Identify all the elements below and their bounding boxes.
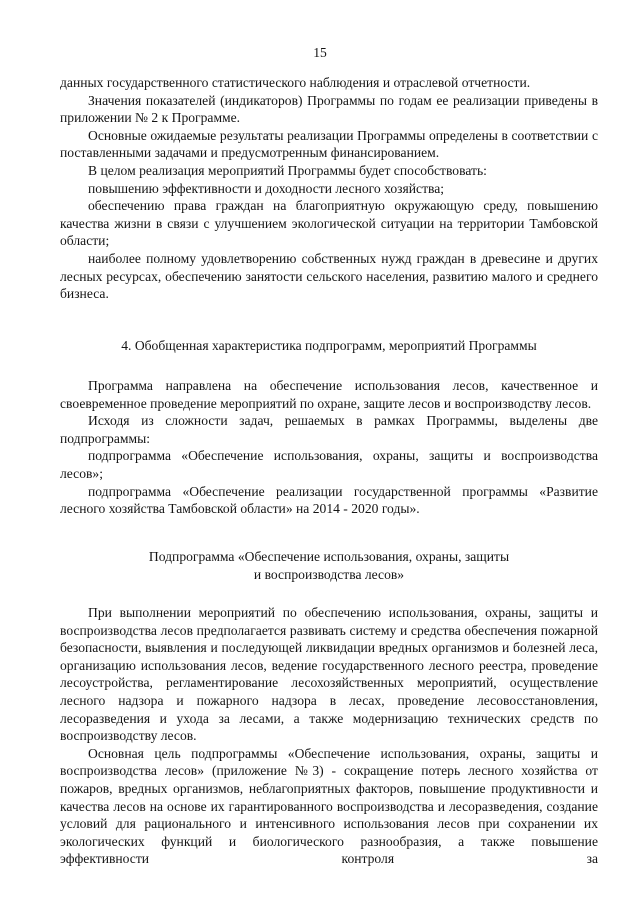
subprogram-title-line: Подпрограмма «Обеспечение использования, охраны, защиты — [148, 549, 510, 564]
paragraph: подпрограмма «Обеспечение реализации государственной программы «Развитие лесного хозяйства Тамбовской области» на 2014 - 2020 годы». — [60, 483, 598, 517]
paragraph: При выполнении мероприятий по обеспечению использования, охраны, защиты и воспроизводства лесов предполагается развивать систему и средства обеспечения пожарной безопасности, выявления и последующей ликвидации вредных организмов и болезней леса, организацию использования лесов, ведение государственного лесного реестра, проведение лесоустройства, регламентирование лесохозяйственных мероприятий, осуществление лесного надзора и пожарного надзора в лесах, проведение лесовосстановления, лесоразведения и ухода за лесами, а также модернизацию технических средств по воспроизводству лесов. — [60, 605, 598, 744]
paragraph: Основные ожидаемые результаты реализации Программы определены в соответствии с поставленными задачами и предусмотренным финансированием. — [60, 127, 598, 161]
subprogram-title-line: и воспроизводства лесов» — [253, 566, 405, 582]
paragraph: Основная цель подпрограммы «Обеспечение использования, охраны, защиты и воспроизводства лесов» (приложение №3) - сокращение потерь лесного хозяйства от пожаров, вредных организмов, неблагоприятных факторов, повышение продуктивности и качества лесов на основе их гарантированного воспроизводства и лесоразведения, создание условий для рационального и интенсивного использования лесов при сохранении их экологических функций и биологического разнообразия, а также повышение эффективности контроля за — [60, 745, 598, 867]
page-number: 15 — [313, 45, 327, 60]
paragraph: наиболее полному удовлетворению собственных нужд граждан в древесине и других лесных ресурсах, обеспечению занятости сельского населения, развитию малого и среднего бизнеса. — [60, 250, 598, 302]
section-text — [60, 377, 598, 518]
intro-text — [60, 74, 598, 303]
subprogram-text — [60, 604, 598, 868]
paragraph: повышению эффективности и доходности лесного хозяйства; — [88, 180, 445, 196]
paragraph: Исходя из сложности задач, решаемых в рамках Программы, выделены две подпрограммы: — [60, 413, 598, 446]
paragraph: обеспечению права граждан на благоприятную окружающую среду, повышению качества жизни в связи с улучшением экологической ситуации на территории Тамбовской области; — [60, 198, 598, 249]
paragraph: подпрограмма «Обеспечение использования, охраны, защиты и воспроизводства лесов»; — [60, 448, 598, 481]
paragraph: данных государственного статистического наблюдения и отраслевой отчетности. — [60, 75, 531, 90]
paragraph: Значения показателей (индикаторов) Программы по годам ее реализации приведены в приложении № 2 к Программе. — [60, 92, 598, 126]
section-heading: 4. Обобщенная характеристика подпрограмм, мероприятий Программы — [121, 338, 537, 353]
subprogram-title — [60, 548, 598, 583]
paragraph: Программа направлена на обеспечение использования лесов, качественное и своевременное проведение мероприятий по охране, защите лесов и воспроизводству лесов. — [60, 378, 598, 411]
paragraph: В целом реализация мероприятий Программы будет способствовать: — [88, 162, 487, 178]
